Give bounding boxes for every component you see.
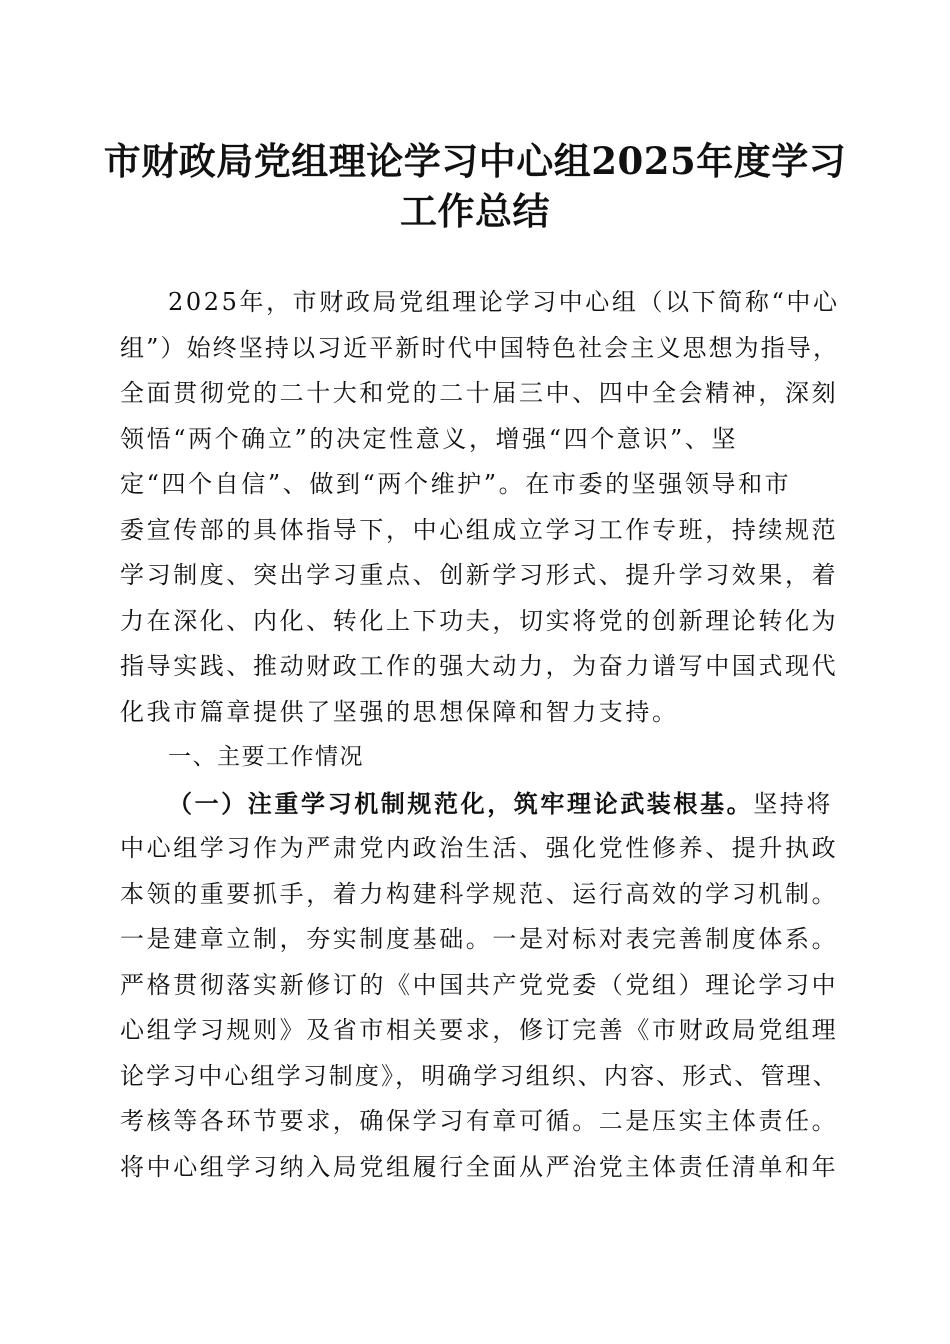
paragraph-2-line-9: 将中心组学习纳入局党组履行全面从严治党主体责任清单和年 <box>120 1152 839 1181</box>
section-heading-1: 一、主要工作情况 <box>168 744 364 770</box>
paragraph-1-line-3: 全面贯彻党的二十大和党的二十届三中、四中全会精神，深刻 <box>120 379 839 407</box>
paragraph-1-line-7: 学习制度、突出学习重点、创新学习形式、提升学习效果，着 <box>120 561 839 589</box>
paragraph-1-line-5: 定“四个自信”、做到“两个维护”。在市委的坚强领导和市 <box>120 470 792 498</box>
paragraph-2-line-2: 中心组学习作为严肃党内政治生活、强化党性修养、提升执政 <box>120 834 839 862</box>
paragraph-2-line-5: 严格贯彻落实新修订的《中国共产党党委（党组）理论学习中 <box>120 970 839 999</box>
paragraph-1-line-2: 组”）始终坚持以习近平新时代中国特色社会主义思想为指导， <box>120 333 840 362</box>
paragraph-2-line-3: 本领的重要抓手，着力构建科学规范、运行高效的学习机制。 <box>120 879 839 908</box>
paragraph-2-line-1 <box>120 781 840 827</box>
paragraph-1-line-6: 委宣传部的具体指导下，中心组成立学习工作专班，持续规范 <box>120 515 839 544</box>
paragraph-2-line-8: 考核等各环节要求，确保学习有章可循。二是压实主体责任。 <box>120 1107 839 1135</box>
subheading-1: （一）注重学习机制规范化，筑牢理论武装根基。 <box>168 788 754 818</box>
paragraph-1-line-9: 指导实践、推动财政工作的强大动力，为奋力谱写中国式现代 <box>120 652 839 680</box>
document-title <box>100 136 850 236</box>
title-line-1: 市财政局党组理论学习中心组2025年度学习 <box>103 139 847 183</box>
paragraph-1-line-10: 化我市篇章提供了坚强的思想保障和智力支持。 <box>120 697 679 726</box>
paragraph-2-line-6: 心组学习规则》及省市相关要求，修订完善《市财政局党组理 <box>120 1016 839 1044</box>
document-body <box>120 280 840 1190</box>
paragraph-1-line-1: 2025年，市财政局党组理论学习中心组（以下简称“中心 <box>168 288 840 316</box>
paragraph-2-line-1-rest: 坚持将 <box>753 789 834 818</box>
paragraph-2-line-7: 论学习中心组学习制度》，明确学习组织、内容、形式、管理、 <box>120 1061 839 1090</box>
paragraph-1-line-4: 领悟“两个确立”的决定性意义，增强“四个意识”、坚 <box>120 424 739 453</box>
title-line-2: 工作总结 <box>400 189 550 233</box>
paragraph-1-line-8: 力在深化、内化、转化上下功夫，切实将党的创新理论转化为 <box>120 606 839 635</box>
paragraph-2-line-4: 一是建章立制，夯实制度基础。一是对标对表完善制度体系。 <box>120 925 839 953</box>
